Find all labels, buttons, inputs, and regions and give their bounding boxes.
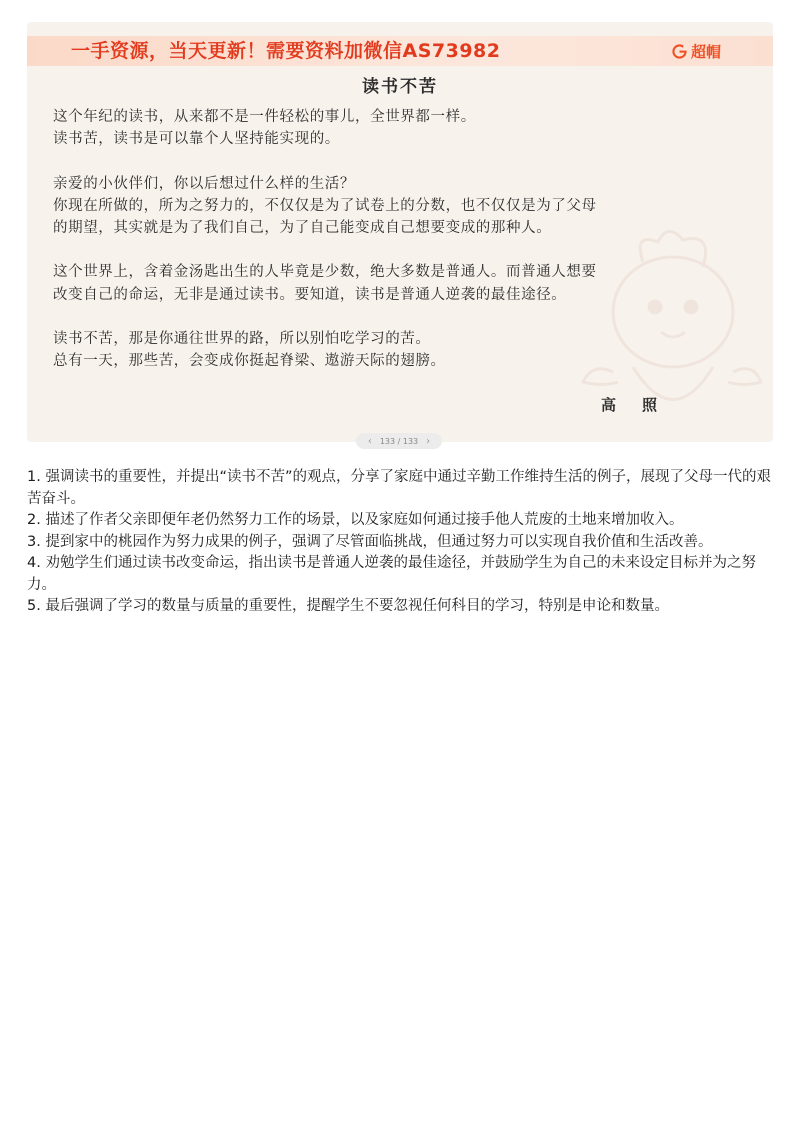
chevron-left-icon[interactable]: ‹ <box>367 435 372 447</box>
summary-item: 4. 劝勉学生们通过读书改变命运，指出读书是普通人逆袭的最佳途径，并鼓励学生为自己的未来设定目标并为之努力。 <box>27 555 756 593</box>
author-signature: 高照 <box>600 396 683 414</box>
paragraph-gap <box>53 239 753 261</box>
body-line: 改变自己的命运，无非是通过读书。要知道，读书是普通人逆袭的最佳途径。 <box>53 286 567 303</box>
summary-item: 5. 最后强调了学习的数量与质量的重要性，提醒学生不要忽视任何科目的学习，特别是申论和数量。 <box>27 598 669 614</box>
paragraph-gap <box>53 150 753 172</box>
brand-g-icon <box>672 44 687 59</box>
body-line: 这个年纪的读书，从来都不是一件轻松的事儿，全世界都一样。 <box>53 109 476 125</box>
chevron-right-icon[interactable]: › <box>426 435 431 447</box>
slide-image <box>27 22 773 442</box>
promo-banner-text: 一手资源，当天更新！需要资料加微信AS73982 <box>71 40 501 62</box>
slide-title: 读书不苦 <box>362 77 438 97</box>
summary-item: 3. 提到家中的桃园作为努力成果的例子，强调了尽管面临挑战，但通过努力可以实现自我价值和生活改善。 <box>27 533 713 550</box>
body-line: 读书苦，读书是可以靠个人坚持能实现的。 <box>53 131 340 148</box>
body-line: 读书不苦，那是你通往世界的路，所以别怕吃学习的苦。 <box>53 330 431 347</box>
body-line: 总有一天，那些苦，会变成你挺起脊梁、遨游天际的翅膀。 <box>53 353 446 370</box>
page-indicator <box>356 433 442 449</box>
paragraph-gap <box>53 306 753 328</box>
body-line: 的期望，其实就是为了我们自己，为了自己能变成自己想要变成的那种人。 <box>53 219 552 236</box>
brand-label: 超帽 <box>690 42 721 61</box>
body-line: 你现在所做的，所为之努力的，不仅仅是为了试卷上的分数，也不仅仅是为了父母 <box>53 197 597 214</box>
body-line: 亲爱的小伙伴们，你以后想过什么样的生活？ <box>53 175 355 192</box>
summary-item: 2. 描述了作者父亲即便年老仍然努力工作的场景，以及家庭如何通过接手他人荒废的土地来增加收入。 <box>27 512 684 528</box>
body-line: 这个世界上，含着金汤匙出生的人毕竟是少数，绝大多数是普通人。而普通人想要 <box>53 264 597 281</box>
summary-item: 1. 强调读书的重要性，并提出“读书不苦”的观点，分享了家庭中通过辛勤工作维持生活的例子，展现了父母一代的艰苦奋斗。 <box>27 469 771 507</box>
summary-list <box>27 467 772 618</box>
page-number: 133 / 133 <box>379 436 419 446</box>
brand-logo <box>672 40 721 62</box>
slide-body <box>53 106 753 372</box>
